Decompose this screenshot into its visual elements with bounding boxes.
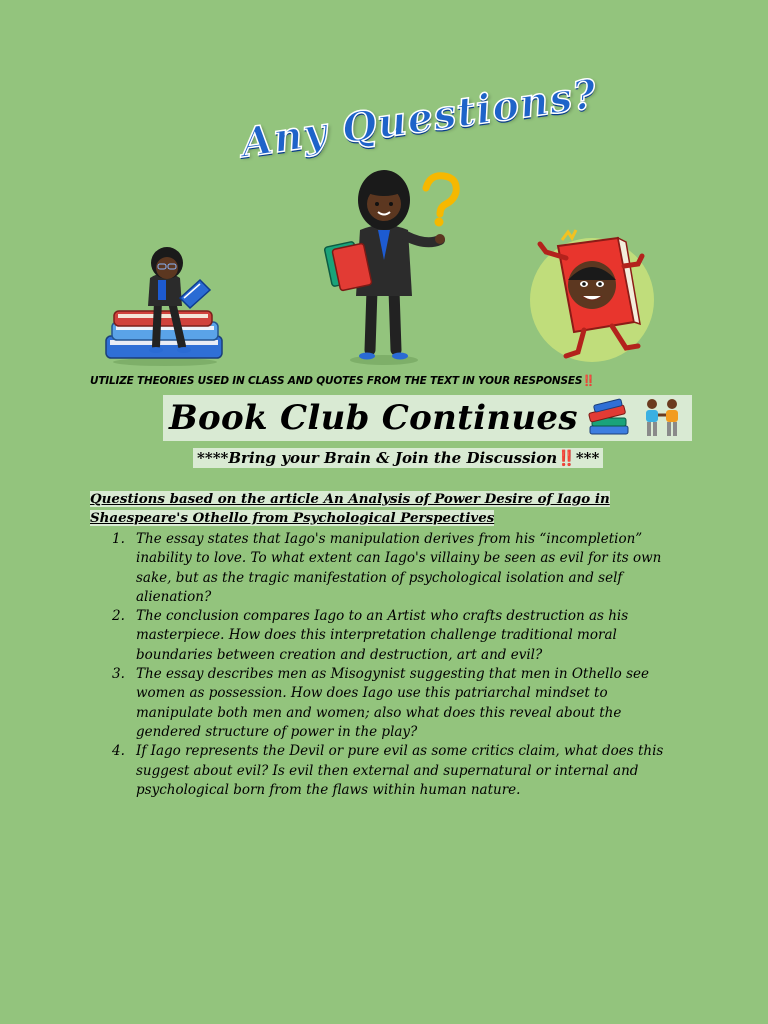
question-text: The essay states that Iago's manipulation derives from his “incompletion” inability to love. To what extent can Iago's villainy be seen as evil for its own sake, but as the tragic manifestation of psychological isolation and self alienation? <box>136 531 662 605</box>
question-text: If Iago represents the Devil or pure evil as some critics claim, what does this suggest about evil? Is evil then external and supernatural or internal and psychological born from the flaws within human nature. <box>136 743 664 798</box>
double-exclamation-icon: ‼️ <box>582 375 596 387</box>
question-number: 2. <box>112 608 125 625</box>
any-questions-sticker: Any Questions? <box>238 70 601 167</box>
question-text: The conclusion compares Iago to an Artist who crafts destruction as his masterpiece. How does this interpretation challenge traditional moral boundaries between creation and destruction, art and evil? <box>136 608 629 663</box>
list-item <box>108 742 688 800</box>
question-mark-icon <box>426 176 456 227</box>
title-banner <box>163 395 692 441</box>
page-title: Book Club Continues <box>169 398 578 438</box>
question-number: 1. <box>112 531 125 547</box>
hero-illustrations <box>0 0 768 380</box>
subtitle-suffix: *** <box>575 449 600 467</box>
subtitle-banner <box>193 448 603 468</box>
questions-heading-text: Questions based on the article An Analysis of Power Desire of Iago in Shaespeare's Othello from Psychological Perspectives <box>90 491 610 526</box>
double-exclamation-icon: ‼️ <box>557 449 576 467</box>
book-character-illustration <box>530 230 654 362</box>
teacher-illustration <box>324 170 445 365</box>
list-item <box>108 607 688 665</box>
list-item <box>108 665 688 742</box>
instruction-text: UTILIZE THEORIES USED IN CLASS AND QUOTES FROM THE TEXT IN YOUR RESPONSES <box>90 375 583 387</box>
instruction-line <box>90 374 595 387</box>
subtitle-text: ****Bring your Brain & Join the Discussion <box>197 449 558 467</box>
people-holding-hands-icon <box>640 397 684 439</box>
hero-svg <box>0 0 768 380</box>
list-item <box>108 530 688 607</box>
reading-girl-illustration <box>106 247 222 366</box>
question-number: 3. <box>112 666 125 683</box>
question-text: The essay describes men as Misogynist suggesting that men in Othello see women as possession. How does Iago use this patriarchal mindset to manipulate both men and women; also what does this reveal about the gendered structure of power in the play? <box>136 666 649 740</box>
questions-heading <box>90 490 660 528</box>
questions-list <box>108 530 688 800</box>
question-number: 4. <box>112 743 125 760</box>
books-icon <box>588 398 630 438</box>
